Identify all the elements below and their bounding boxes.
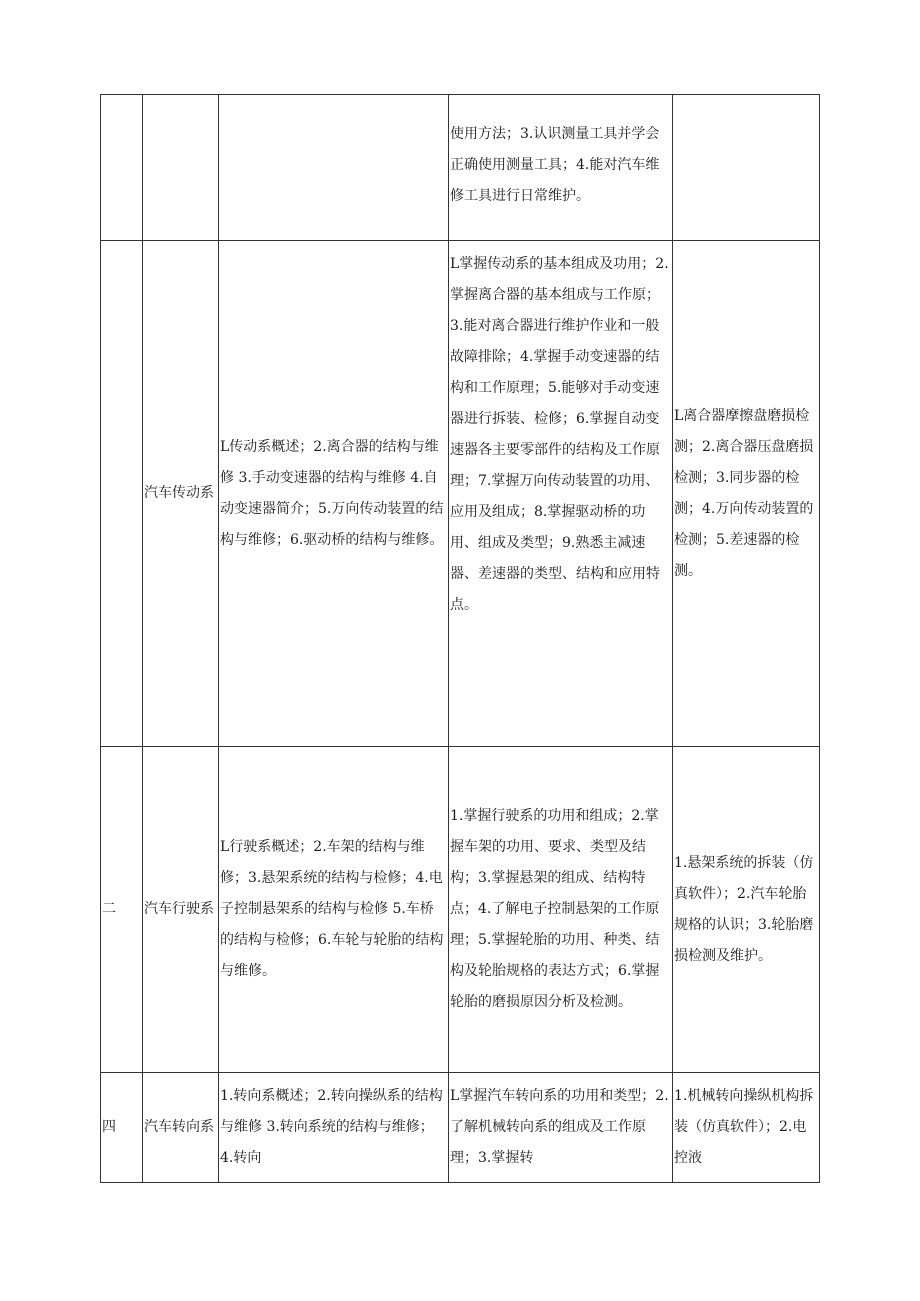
module-name-cell: 汽车传动系 [143,241,219,747]
table-row [101,747,820,1073]
row-number-cell [101,241,143,747]
module-name-cell [143,95,219,241]
row-number-cell [101,95,143,241]
objectives-cell: L掌握传动系的基本组成及功用；2.掌握离合器的基本组成与工作原；3.能对离合器进行维护作业和一般故障排除；4.掌握手动变速器的结构和工作原理；5.能够对手动变速器进行拆装、检修；6.掌握自动变速器各主要零部件的结构及工作原理；7.掌握万向传动装置的功用、应用及组成；8.掌握驱动桥的功用、组成及类型；9.熟悉主减速器、差速器的类型、结构和应用特点。 [449,241,673,747]
row-number-cell: 二 [101,747,143,1073]
module-name-cell: 汽车转向系 [143,1073,219,1183]
curriculum-table [100,94,820,1183]
table-row [101,241,820,747]
module-name-cell: 汽车行驶系 [143,747,219,1073]
row-number-cell: 四 [101,1073,143,1183]
content-cell: L行驶系概述；2.车架的结构与维修；3.悬架系统的结构与检修；4.电子控制悬架系的结构与检修 5.车桥的结构与检修；6.车轮与轮胎的结构与维修。 [219,747,449,1073]
practice-cell: 1.机械转向操纵机构拆装（仿真软件）；2.电控液 [673,1073,820,1183]
objectives-cell: 1.掌握行驶系的功用和组成；2.掌握车架的功用、要求、类型及结构；3.掌握悬架的组成、结构特点；4.了解电子控制悬架的工作原理；5.掌握轮胎的功用、种类、结构及轮胎规格的表达方式；6.掌握轮胎的磨损原因分析及检测。 [449,747,673,1073]
practice-cell: L离合器摩擦盘磨损检测；2.离合器压盘磨损检测；3.同步器的检测；4.万向传动装置的检测；5.差速器的检测。 [673,241,820,747]
practice-cell [673,95,820,241]
table-row [101,95,820,241]
table-row [101,1073,820,1183]
practice-cell: 1.悬架系统的拆装（仿真软件）；2.汽车轮胎规格的认识；3.轮胎磨损检测及维护。 [673,747,820,1073]
content-cell: 1.转向系概述；2.转向操纵系的结构与维修 3.转向系统的结构与维修；4.转向 [219,1073,449,1183]
content-cell: L传动系概述；2.离合器的结构与维修 3.手动变速器的结构与维修 4.自动变速器简介；5.万向传动装置的结构与维修；6.驱动桥的结构与维修。 [219,241,449,747]
objectives-cell: 使用方法；3.认识测量工具并学会正确使用测量工具；4.能对汽车维修工具进行日常维护。 [449,95,673,241]
content-cell [219,95,449,241]
objectives-cell: L掌握汽车转向系的功用和类型；2.了解机械转向系的组成及工作原理；3.掌握转 [449,1073,673,1183]
